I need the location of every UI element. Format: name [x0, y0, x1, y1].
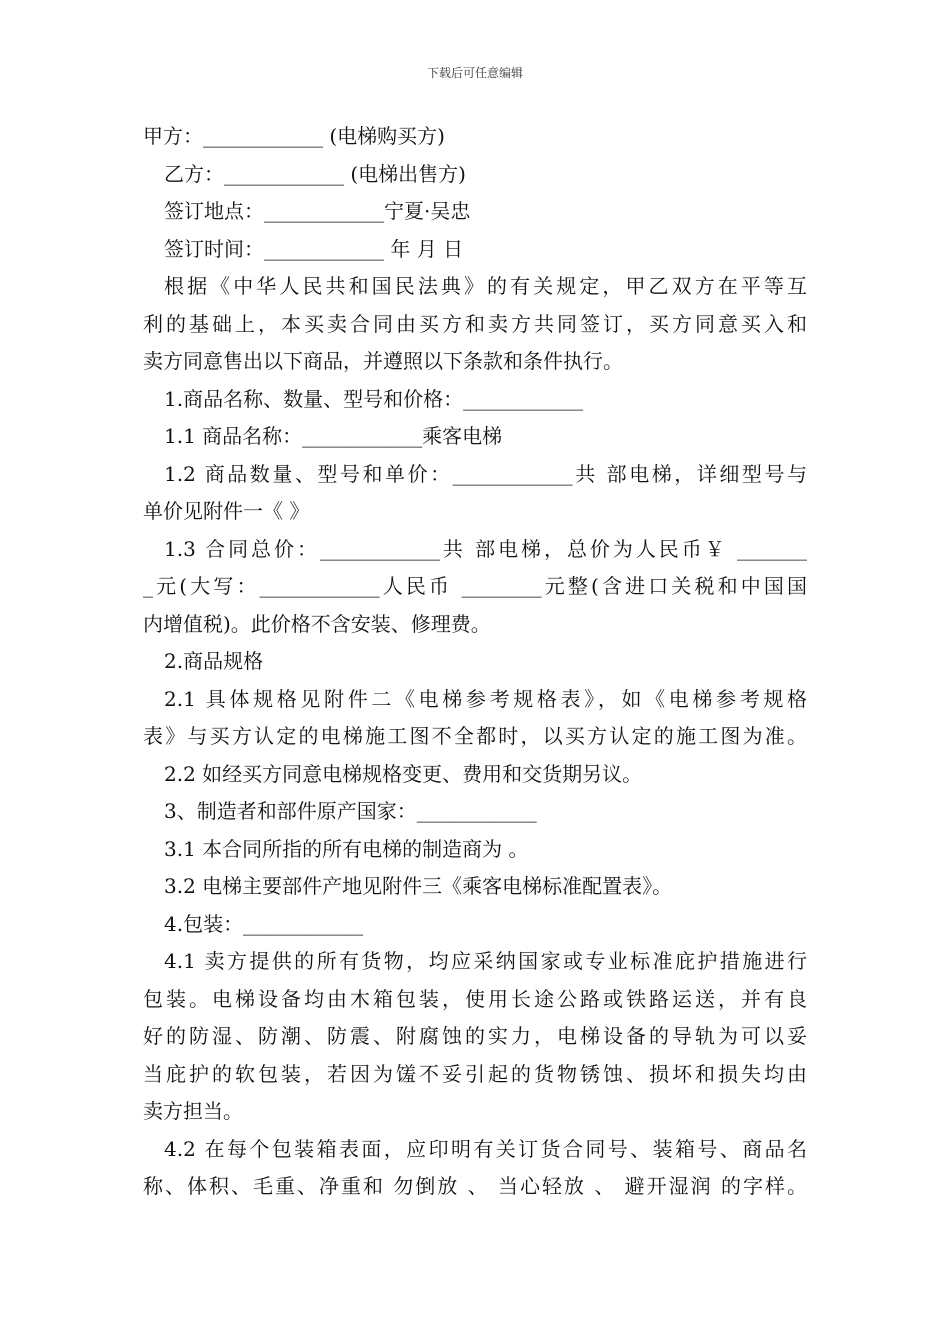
contract-line: 1.2 商品数量、型号和单价：____________共 部电梯，详细型号与	[164, 461, 807, 486]
contract-line: 3.2 电梯主要部件产地见附件三《乘客电梯标准配置表》。	[164, 874, 673, 898]
contract-line: 2.2 如经买方同意电梯规格变更、费用和交货期另议。	[164, 761, 643, 786]
contract-line: 1.3 合同总价：____________共 部电梯，总价为人民币￥ _______	[164, 536, 807, 561]
contract-line: 1.商品名称、数量、型号和价格：____________	[164, 386, 584, 411]
contract-line: 内增值税)。此价格不含安装、修理费。	[143, 611, 491, 636]
contract-body	[143, 118, 807, 1206]
contract-line: 3、制造者和部件原产国家：____________	[164, 799, 537, 823]
contract-line: 乙方：____________ (电梯出售方)	[164, 161, 466, 186]
page-header: 下载后可任意编辑	[426, 66, 523, 80]
contract-line: 4.2 在每个包装箱表面，应印明有关订货合同号、装箱号、商品名	[164, 1136, 807, 1161]
contract-line: 当庇护的软包装，若因为馐不妥引起的货物锈蚀、损坏和损失均由	[143, 1061, 807, 1086]
contract-line: 签订时间：____________ 年 月 日	[164, 236, 464, 261]
contract-line: 包装。电梯设备均由木箱包装，使用长途公路或铁路运送，并有良	[143, 986, 807, 1011]
contract-line: 称、体积、毛重、净重和 勿倒放 、 当心轻放 、 避开湿润 的字样。	[143, 1174, 807, 1198]
contract-line: 4.包装：____________	[164, 911, 364, 936]
contract-line: 签订地点：____________宁夏·吴忠	[164, 199, 471, 223]
contract-line: _元(大写：____________人民币 ________元整(含进口关税和中国国	[143, 574, 807, 598]
contract-line: 好的防湿、防潮、防震、附腐蚀的实力，电梯设备的导轨为可以妥	[143, 1024, 807, 1048]
contract-line: 利的基础上，本买卖合同由买方和卖方共同签订，买方同意买入和	[143, 311, 807, 336]
contract-line: 卖方担当。	[143, 1099, 243, 1123]
contract-line: 甲方：____________ (电梯购买方)	[143, 124, 445, 148]
contract-line: 2.商品规格	[164, 649, 264, 673]
contract-line: 单价见附件一《 》	[143, 499, 310, 523]
contract-line: 卖方同意售出以下商品，并遵照以下条款和条件执行。	[143, 349, 623, 373]
contract-line: 3.1 本合同所指的所有电梯的制造商为 。	[164, 836, 529, 861]
contract-line: 表》与买方认定的电梯施工图不全都时，以买方认定的施工图为准。	[143, 724, 807, 748]
contract-line: 2.1 具体规格见附件二《电梯参考规格表》，如《电梯参考规格	[164, 686, 807, 711]
contract-line: 1.1 商品名称：____________乘客电梯	[164, 424, 503, 448]
contract-line: 根据《中华人民共和国民法典》的有关规定，甲乙双方在平等互	[164, 274, 807, 298]
contract-line: 4.1 卖方提供的所有货物，均应采纳国家或专业标准庇护措施进行	[164, 949, 807, 973]
